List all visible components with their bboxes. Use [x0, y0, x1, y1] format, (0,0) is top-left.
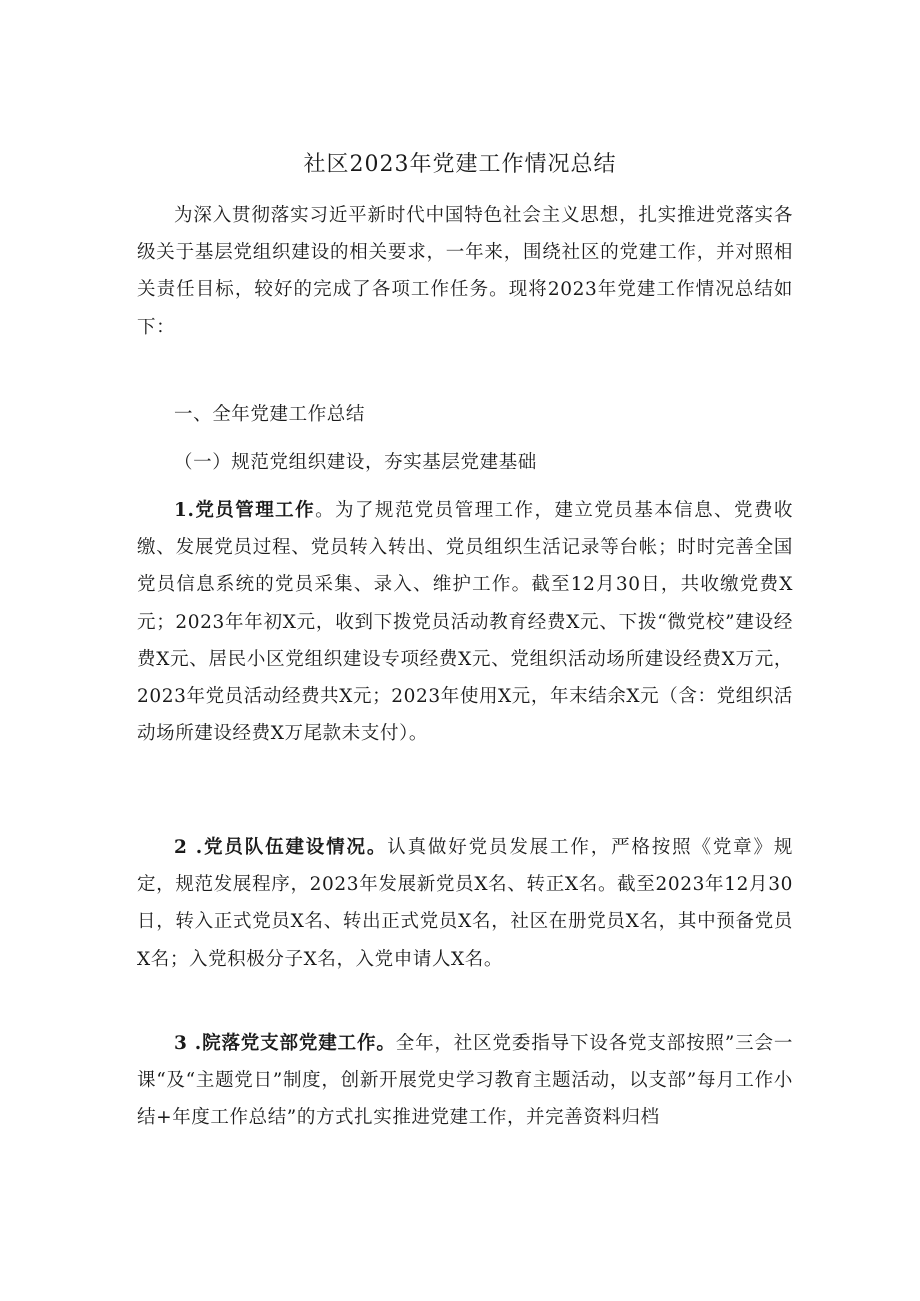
section1-heading: 一、全年党建工作总结 — [174, 404, 366, 425]
item1-block — [137, 492, 793, 752]
section-heading-block — [137, 396, 793, 433]
item1-paragraph — [137, 492, 793, 752]
item3-lead: 3 .院落党支部党建工作。 — [174, 1033, 396, 1054]
item3-text: 全年，社区党委指导下设各党支部按照”三会一课“及“主题党日”制度，创新开展党史学习教育主题活动，以支部”每月工作小结+年度工作总结”的方式扎实推进党建工作，并完善资料归档 — [137, 1033, 793, 1129]
item1-text: 。为了规范党员管理工作，建立党员基本信息、党费收缴、发展党员过程、党员转入转出、党员组织生活记录等台帐；时时完善全国党员信息系统的党员采集、录入、维护工作。截至12月30日，共收缴党费X元；2023年年初X元，收到下拨党员活动教育经费X元、下拨“微党校”建设经费X元、居民小区党组织建设专项经费X元、党组织活动场所建设经费X万元，2023年党员活动经费共X元；2023年使用X元，年末结余X元（含：党组织活动场所建设经费X万尾款未支付）。 — [137, 500, 793, 745]
item3-block — [137, 1025, 793, 1137]
subsection1-heading: （一）规范党组织建设，夯实基层党建基础 — [174, 452, 537, 473]
item2-text: 认真做好党员发展工作，严格按照《党章》规定，规范发展程序，2023年发展新党员X名、转正X名。截至2023年12月30日，转入正式党员X名、转出正式党员X名，社区在册党员X名，其中预备党员X名；入党积极分子X名，入党申请人X名。 — [137, 837, 793, 970]
item2-paragraph — [137, 829, 793, 978]
item2-block — [137, 829, 793, 978]
item3-paragraph — [137, 1025, 793, 1137]
subsection-heading-block — [137, 444, 793, 481]
item1-lead: 1.党员管理工作 — [174, 500, 316, 521]
item2-lead: 2 .党员队伍建设情况。 — [174, 837, 388, 858]
document-body — [137, 197, 793, 346]
document-title: 社区2023年党建工作情况总结 — [303, 152, 617, 177]
intro-paragraph: 为深入贯彻落实习近平新时代中国特色社会主义思想，扎实推进党落实各级关于基层党组织建设的相关要求，一年来，围绕社区的党建工作，并对照相关责任目标，较好的完成了各项工作任务。现将2023年党建工作情况总结如下： — [137, 205, 793, 338]
